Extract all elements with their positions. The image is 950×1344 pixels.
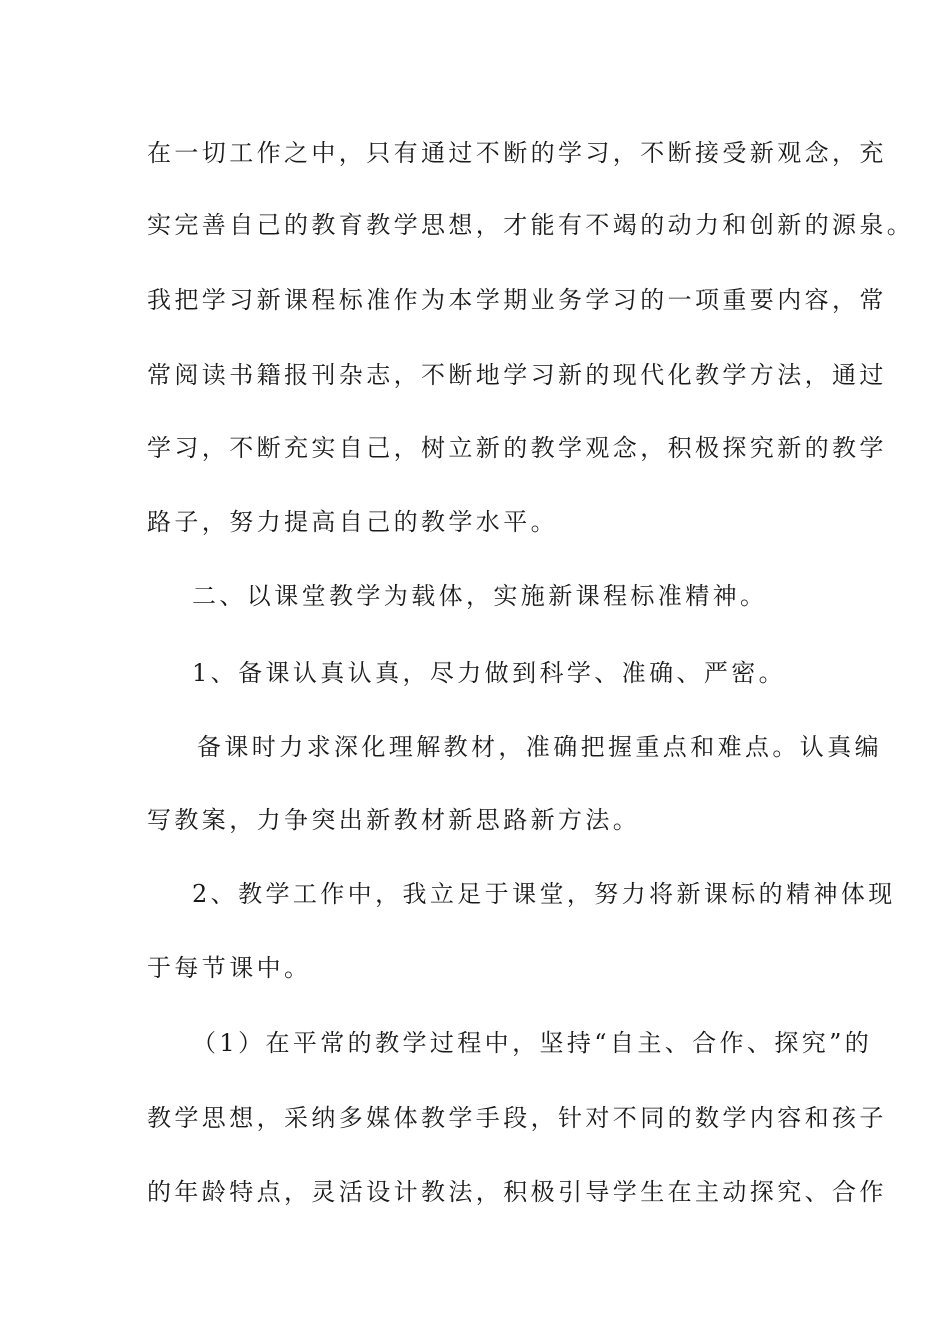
subsection-heading: 2、教学工作中，我立足于课堂，努力将新课标的精神体现	[192, 880, 896, 908]
text-line: 备课时力求深化理解教材，准确把握重点和难点。认真编	[197, 733, 882, 761]
text-line: 学习，不断充实自己，树立新的教学观念，积极探究新的教学	[147, 434, 887, 462]
text-line: 的年龄特点，灵活设计教法，积极引导学生在主动探究、合作	[147, 1178, 887, 1206]
text-line: 实完善自己的教育教学思想，才能有不竭的动力和创新的源泉。	[147, 211, 915, 239]
text-line: 于每节课中。	[147, 954, 312, 982]
text-line: 路子，努力提高自己的教学水平。	[147, 508, 558, 536]
text-line: 在一切工作之中，只有通过不断的学习，不断接受新观念，充	[147, 139, 887, 167]
subsection-heading: 1、备课认真认真，尽力做到科学、准确、严密。	[192, 659, 787, 687]
text-line: 教学思想，采纳多媒体教学手段，针对不同的数学内容和孩子	[147, 1104, 887, 1132]
text-line: （1）在平常的教学过程中，坚持“自主、合作、探究”的	[192, 1029, 873, 1057]
text-line: 常阅读书籍报刊杂志，不断地学习新的现代化教学方法，通过	[147, 361, 887, 389]
text-line: 我把学习新课程标准作为本学期业务学习的一项重要内容，常	[147, 286, 887, 314]
text-line: 写教案，力争突出新教材新思路新方法。	[147, 806, 641, 834]
section-heading: 二、以课堂教学为载体，实施新课程标准精神。	[192, 582, 768, 610]
